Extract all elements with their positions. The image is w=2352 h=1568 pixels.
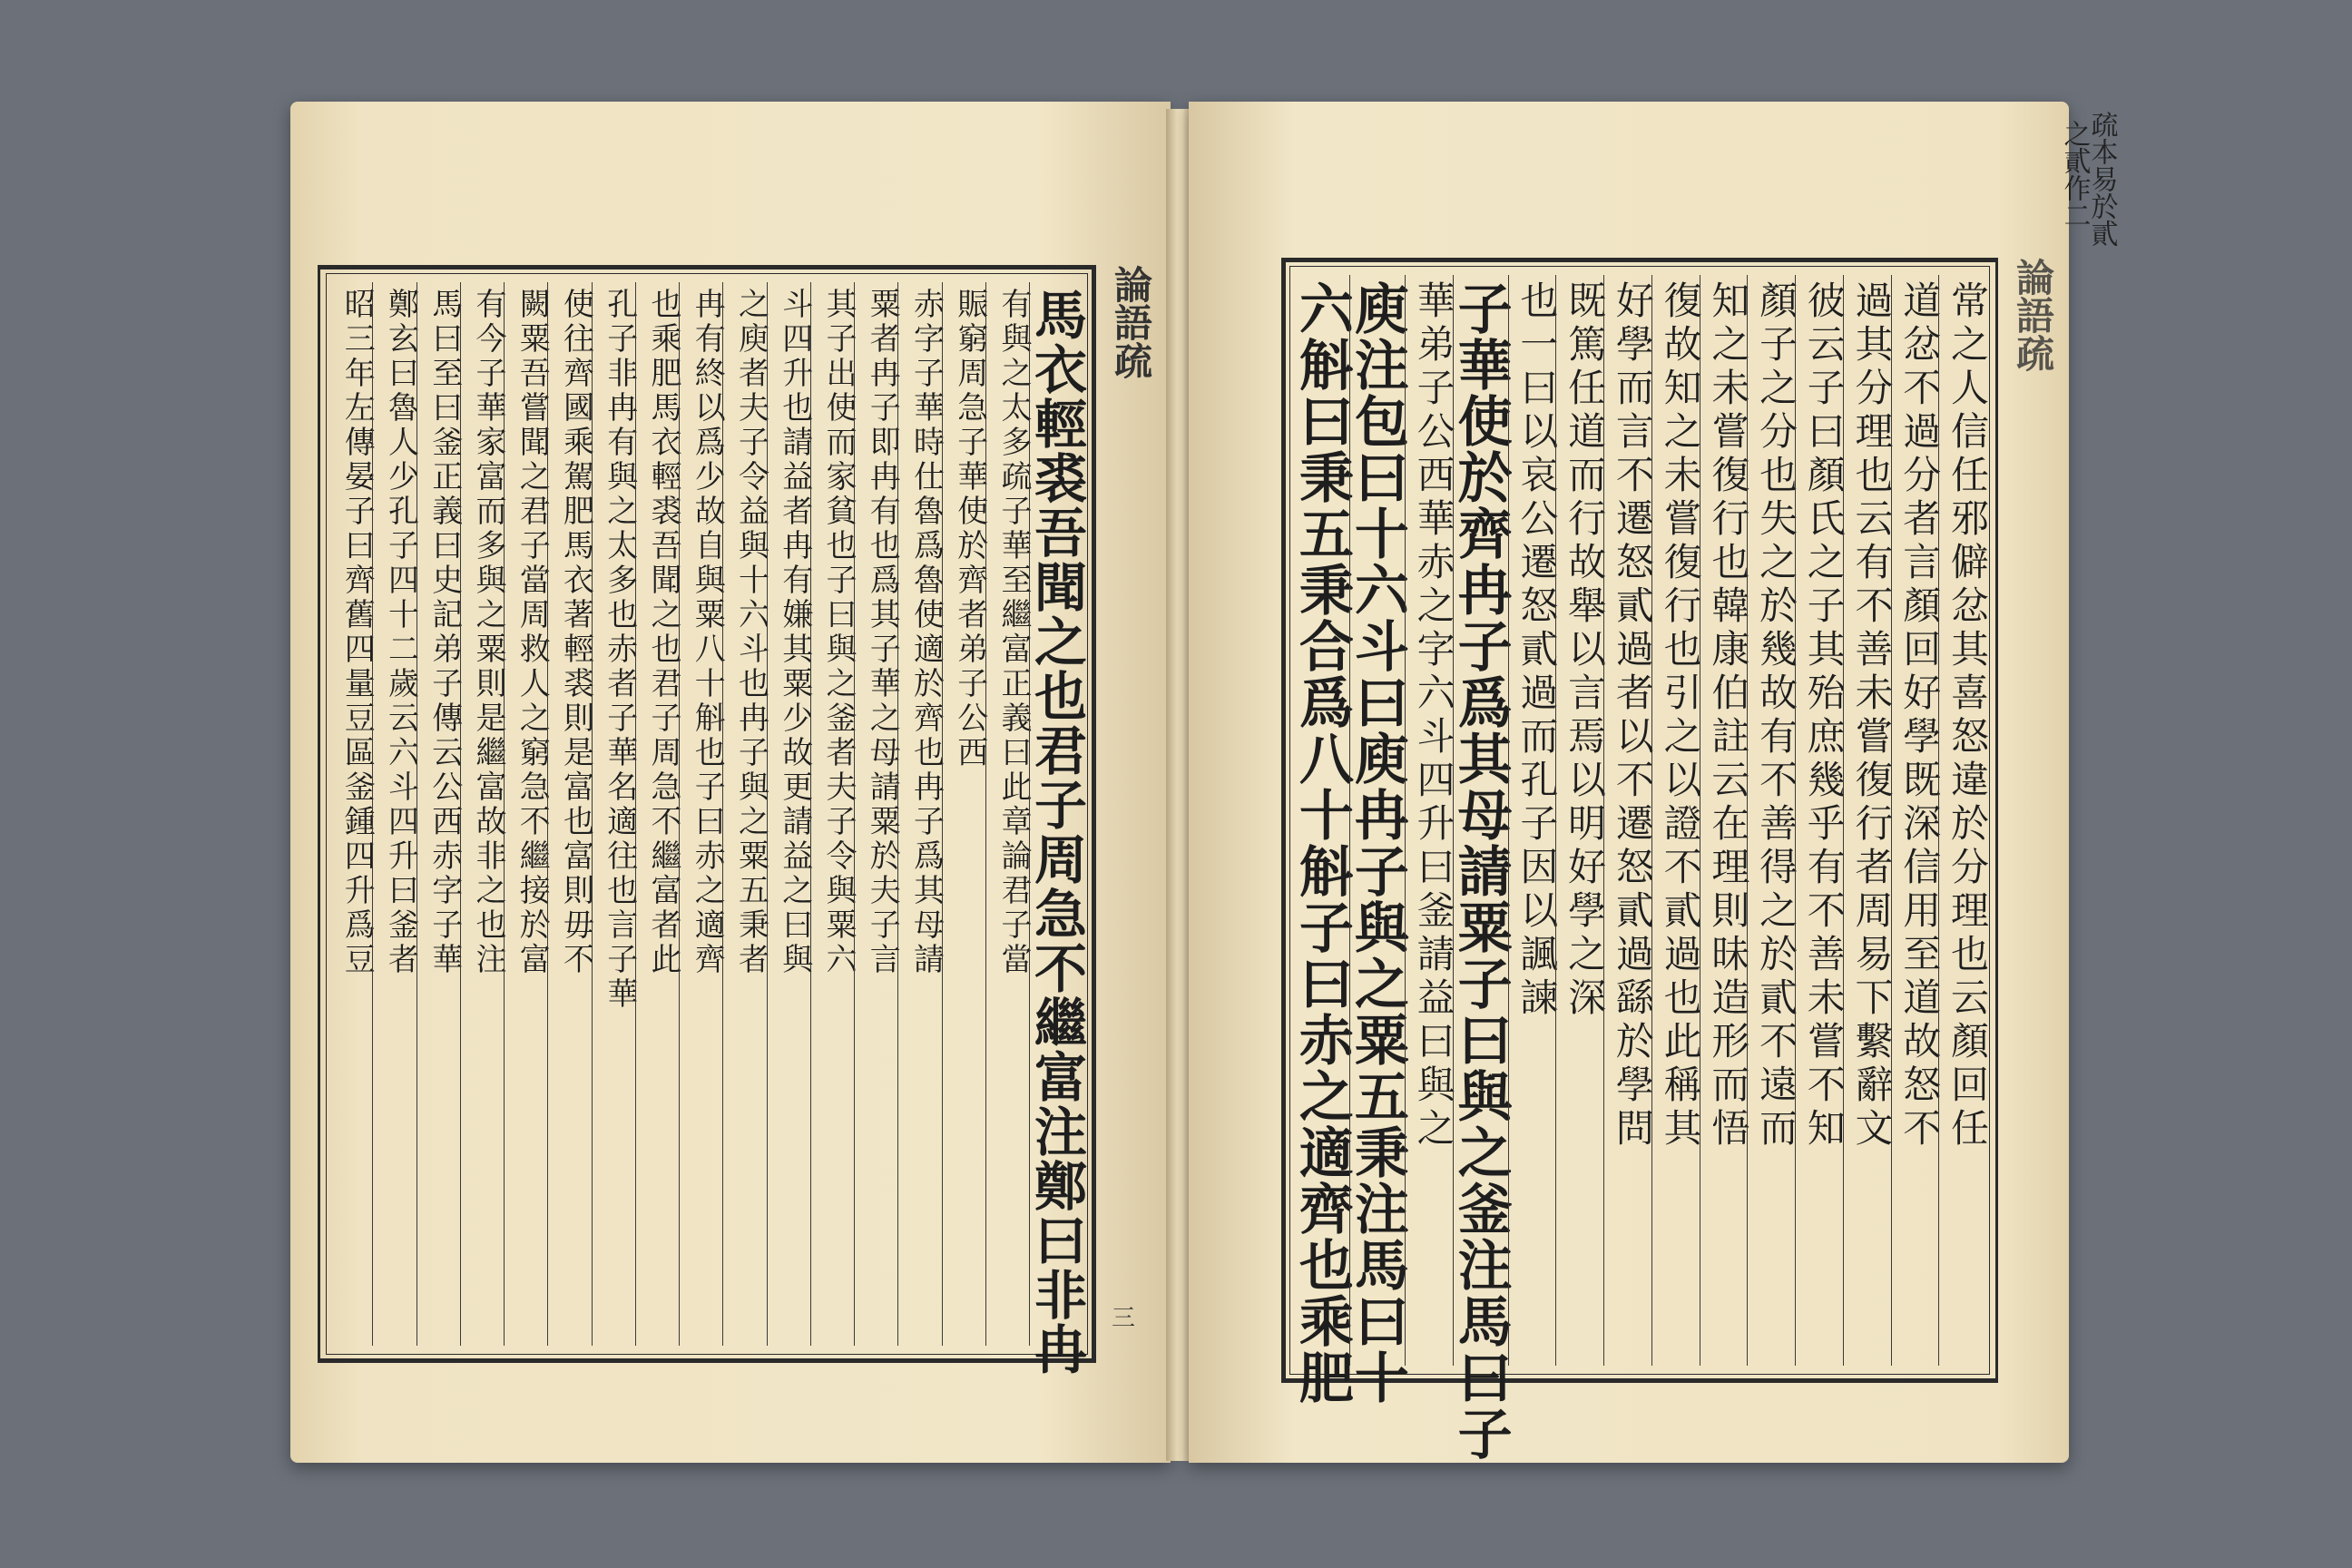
- left-page: [290, 102, 1171, 1463]
- left-page-column: 馬曰至曰釜正義曰史記弟子傳云公西赤字子華: [416, 282, 460, 1346]
- left-text-columns: [329, 282, 1087, 1377]
- left-page-column: 之庾者夫子令益與十六斗也冉子與之粟五秉者: [722, 282, 766, 1346]
- left-page-column: 冉有終以爲少故自與粟八十斛也子曰赤之適齊: [679, 282, 722, 1346]
- right-page-column: 顏子之分也失之於幾故有不善得之於貳不遠而: [1747, 275, 1795, 1366]
- left-page-column: 赤字子華時仕魯爲魯使適於齊也冉子爲其母請: [897, 282, 941, 1346]
- left-page-column: 也乘肥馬衣輕裘吾聞之也君子周急不繼富者此: [635, 282, 679, 1346]
- right-text-frame: [1281, 258, 1998, 1462]
- left-running-head: 論語疏: [1109, 265, 1153, 379]
- right-page-column: 好學而言不遷怒貳過者以不遷怒貳過繇於學問: [1603, 275, 1651, 1366]
- left-page-column: 馬衣輕裘吾聞之也君子周急不繼富注鄭曰非冉: [1029, 282, 1083, 1346]
- right-page: [1189, 102, 2118, 1463]
- left-page-column: 其子出使而家貧也子曰與之釜者夫子令與粟六: [810, 282, 854, 1346]
- book-spread: [290, 91, 2118, 1470]
- left-text-frame: [318, 265, 1096, 1377]
- right-page-column: 過其分理也云有不善未嘗復行者周易下繫辭文: [1843, 275, 1891, 1366]
- left-page-column: 有與之太多疏子華至繼富正義曰此章論君子當: [985, 282, 1029, 1346]
- left-folio: 三: [1112, 1305, 1136, 1332]
- right-page-column: 既篤任道而行故舉以言焉以明好學之深: [1555, 275, 1603, 1366]
- margin-note-1: 疏本易於貳: [2085, 111, 2118, 247]
- right-page-column: 知之未嘗復行也韓康伯註云在理則昧造形而悟: [1700, 275, 1748, 1366]
- right-text-columns: [1289, 275, 1990, 1462]
- right-page-column: 復故知之未嘗復行也引之以證不貳過也此稱其: [1651, 275, 1700, 1366]
- left-page-column: 粟者冉子即冉有也爲其子華之母請粟於夫子言: [854, 282, 897, 1346]
- right-page-column: 道忿不過分者言顏回好學既深信用至道故怒不: [1891, 275, 1939, 1366]
- left-page-column: 孔子非冉有與之太多也赤者子華名適往也言子華: [592, 282, 635, 1346]
- left-page-column: 有今子華家富而多與之粟則是繼富故非之也注: [460, 282, 504, 1346]
- right-page-column: 常之人信任邪僻忿其喜怒違於分理也云顏回任: [1938, 275, 1986, 1366]
- right-page-column: 華弟子公西華赤之字六斗四升曰釜請益曰與之: [1405, 275, 1453, 1366]
- left-page-column: 使往齊國乘駕肥馬衣著輕裘則是富也富則毋不: [547, 282, 591, 1346]
- right-page-column: 六斛曰秉五秉合爲八十斛子曰赤之適齊也乘肥: [1289, 280, 1354, 1406]
- right-page-column: 彼云子曰顏氏之子其殆庶幾乎有不善未嘗不知: [1795, 275, 1843, 1366]
- right-page-column: 也一曰以哀公遷怒貳過而孔子因以諷諫: [1508, 275, 1556, 1366]
- left-page-column: 賑窮周急子華使於齊者弟子公西: [942, 282, 985, 1346]
- right-running-head: 論語疏: [2011, 258, 2055, 372]
- left-page-column: 闕粟吾嘗聞之君子當周救人之窮急不繼接於富: [504, 282, 547, 1346]
- left-page-column: 鄭玄曰魯人少孔子四十二歲云六斗四升曰釜者: [372, 282, 416, 1346]
- margin-note-2: 之貳作二: [2058, 120, 2091, 229]
- right-page-column: 庾注包曰十六斗曰庾冉子與之粟五秉注馬曰十: [1349, 275, 1405, 1366]
- left-page-column: 昭三年左傳晏子曰齊舊四量豆區釜鍾四升爲豆: [338, 288, 376, 977]
- right-page-column: 子華使於齊冉子爲其母請粟子曰與之釜注馬曰子: [1453, 275, 1508, 1366]
- left-page-column: 斗四升也請益者冉有嫌其粟少故更請益之曰與: [767, 282, 810, 1346]
